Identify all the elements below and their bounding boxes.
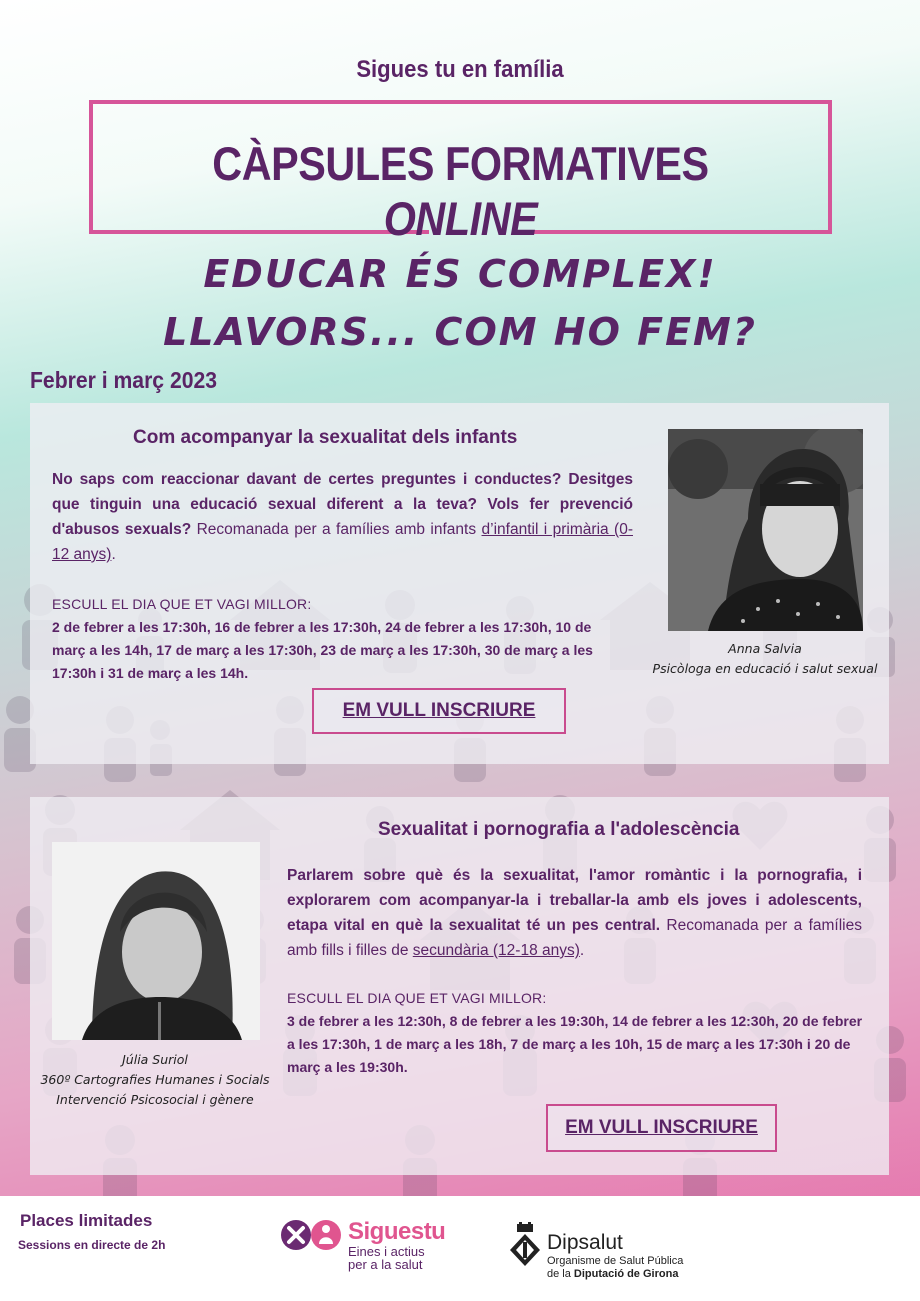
sessions-duration-label: Sessions en directe de 2h (18, 1238, 166, 1252)
capsule-1-choose-label: ESCULL EL DIA QUE ET VAGI MILLOR: (52, 596, 312, 612)
dipsalut-subtitle-2-pre: de la (547, 1268, 574, 1280)
dipsalut-subtitle-1: Organisme de Salut Pública (547, 1255, 684, 1267)
capsule-1-description (52, 467, 633, 567)
tagline-line2: LLAVORS... COM HO FEM? (163, 310, 757, 354)
anna-salvia-name: Anna Salvia (728, 641, 802, 656)
julia-suriol-photo (52, 842, 260, 1040)
sigues-tu-logo-icon (280, 1219, 344, 1251)
julia-suriol-caption (30, 1050, 280, 1110)
capsule-2-age-link[interactable]: secundària (12-18 anys) (412, 942, 580, 959)
capsule-1-desc-bold: No saps com reaccionar davant de certes preguntes i conductes? Desitges que tinguin una educació sexual diferent a la teva? Vols fer prevenció d'abusos sexuals? (52, 471, 633, 538)
header-subtitle: Sigues tu en família (356, 56, 564, 83)
capsule-2-register-button[interactable]: EM VULL INSCRIURE (546, 1104, 777, 1152)
capsule-2-desc-end: . (579, 942, 585, 959)
sigues-tu-brand-name: Siguestu (348, 1218, 446, 1245)
main-title (134, 136, 788, 246)
dipsalut-subtitle-2-bold: Diputació de Girona (573, 1268, 679, 1280)
dipsalut-subtitle-2 (547, 1268, 678, 1280)
capsule-2-desc-plain: Recomanada per a famílies amb fills i filles de (287, 917, 862, 959)
anna-salvia-role: Psicòloga en educació i salut sexual (652, 661, 878, 676)
capsule-2-choose-label: ESCULL EL DIA QUE ET VAGI MILLOR: (287, 990, 547, 1006)
capsule-2-dates: 3 de febrer a les 12:30h, 8 de febrer a les 19:30h, 14 de febrer a les 12:30h, 20 de febrer a les 17:30h, 1 de març a les 18h, 7 de març a les 10h, 15 de març a les 17:30h i 20 de març a les 19:30h. (287, 1013, 863, 1075)
tagline-line1: EDUCAR ÉS COMPLEX! (203, 252, 717, 296)
capsule-2-desc-bold: Parlarem sobre què és la sexualitat, l'amor romàntic i la pornografia, i explorarem com acompanyar-la i treballar-la amb els joves i adolescents, etapa vital en què la sexualitat té un pes central. (287, 867, 862, 934)
capsule-1-desc-end: . (111, 546, 116, 563)
dipsalut-name: Dipsalut (547, 1231, 623, 1254)
capsule-card-1 (30, 403, 889, 764)
capsule-2-description (287, 863, 862, 963)
capsule-1-age-link[interactable]: d’infantil i primària (0-12 anys) (52, 521, 633, 563)
julia-suriol-name: Júlia Suriol (122, 1052, 188, 1067)
capsule-2-title: Sexualitat i pornografia a l'adolescència (378, 819, 740, 840)
capsule-1-register-button[interactable]: EM VULL INSCRIURE (312, 688, 566, 734)
capsule-1-desc-plain: Recomanada per a famílies amb infants (191, 521, 482, 538)
capsule-1-dates: 2 de febrer a les 17:30h, 16 de febrer a les 17:30h, 24 de febrer a les 17:30h, 10 de març a les 14h, 17 de març a les 17:30h, 23 de març a les 17:30h, 30 de març a les 17:30h i 31 de març a les 14h. (52, 619, 593, 681)
main-title-text: CÀPSULES FORMATIVES (212, 137, 709, 190)
main-title-emphasis: ONLINE (383, 192, 538, 245)
anna-salvia-caption (640, 639, 890, 679)
capsule-1-title: Com acompanyar la sexualitat dels infants (133, 427, 518, 448)
sigues-tu-tagline-1: Eines i actius (348, 1244, 425, 1259)
sigues-tu-tagline-2: per a la salut (348, 1257, 423, 1272)
sigues-tu-tagline (348, 1245, 425, 1271)
places-limited-label: Places limitades (20, 1211, 153, 1230)
diputacio-girona-crest-icon (508, 1222, 542, 1268)
julia-suriol-role-1: 360º Cartografies Humanes i Socials (40, 1072, 270, 1087)
capsule-card-2 (30, 797, 889, 1175)
period-label: Febrer i març 2023 (30, 367, 218, 393)
anna-salvia-photo (668, 429, 863, 631)
julia-suriol-role-2: Intervenció Psicosocial i gènere (56, 1092, 254, 1107)
